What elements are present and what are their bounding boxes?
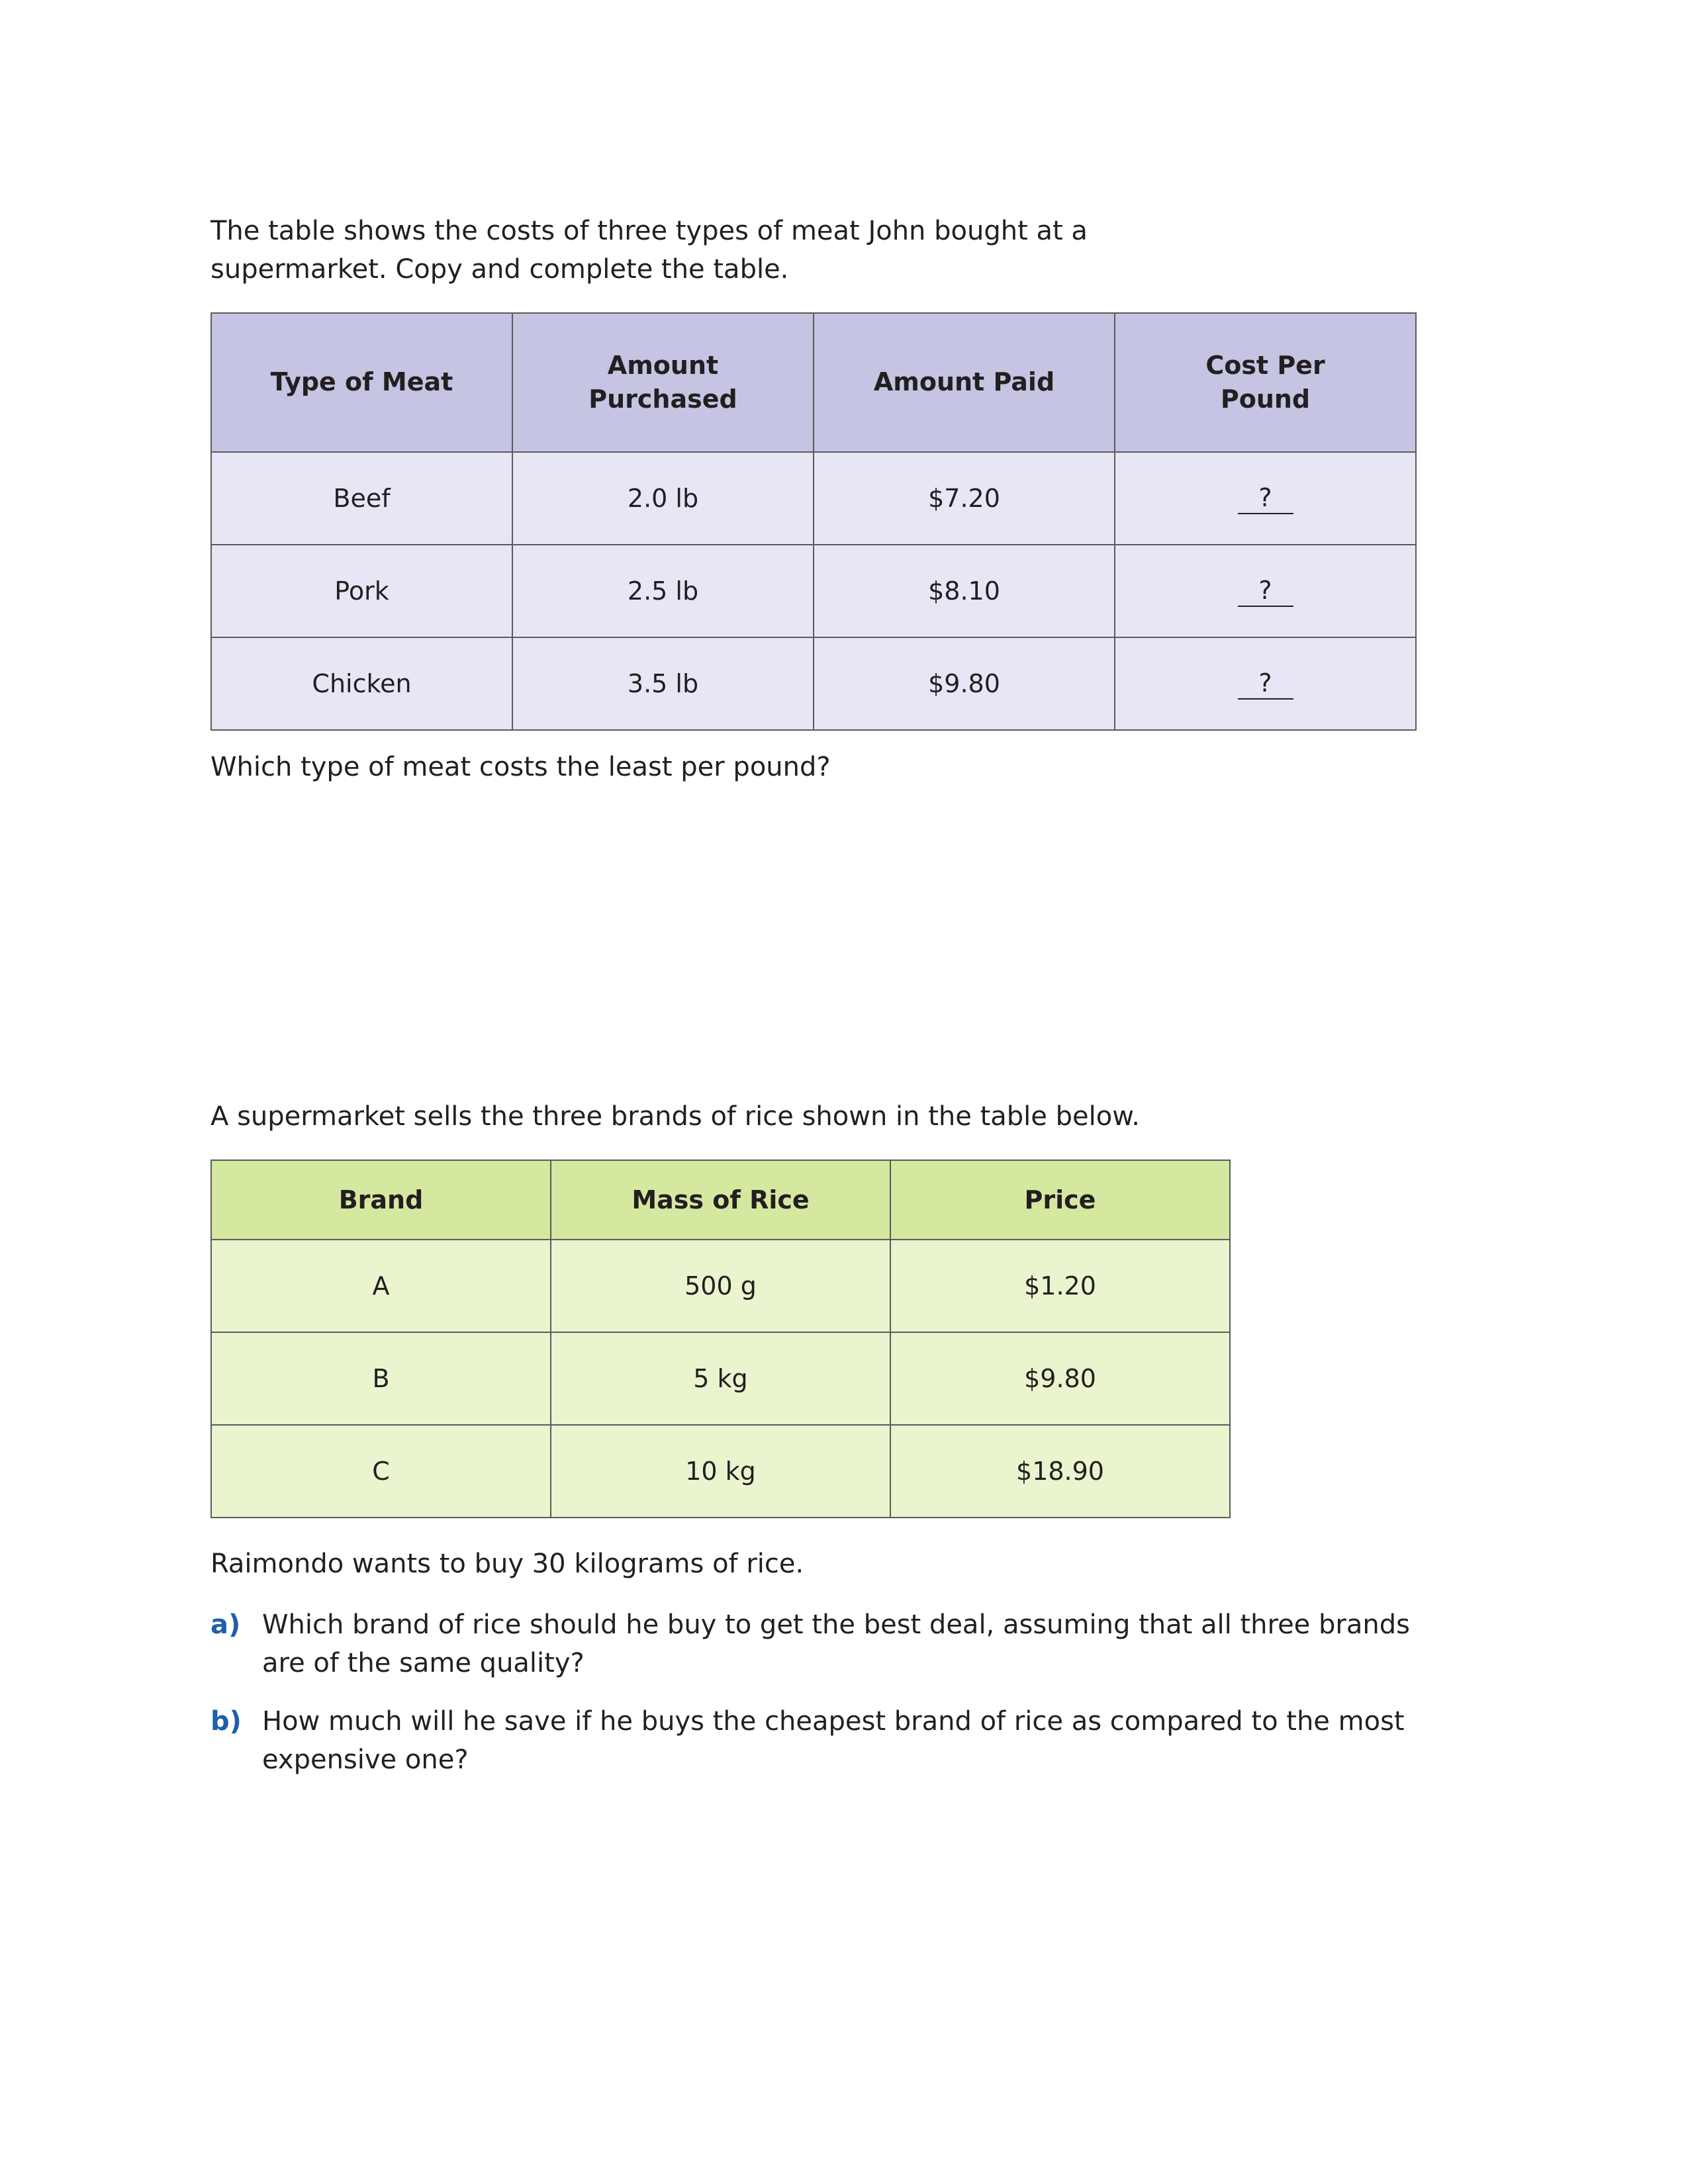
table-row xyxy=(211,1240,1230,1332)
header-cost-per-pound-line1: Cost Per xyxy=(1205,350,1325,380)
cell-price: $9.80 xyxy=(890,1332,1230,1425)
header-amount-purchased-line1: Amount xyxy=(607,350,719,380)
cell-meat-type: Chicken xyxy=(211,637,512,730)
meat-cost-table xyxy=(211,312,1417,731)
answer-blank[interactable]: ? xyxy=(1238,670,1293,700)
header-mass-of-rice: Mass of Rice xyxy=(551,1160,890,1240)
table-row xyxy=(211,452,1416,545)
cell-price: $1.20 xyxy=(890,1240,1230,1332)
table-header-row xyxy=(211,1160,1230,1240)
question-2-stem: Raimondo wants to buy 30 kilograms of rice. xyxy=(211,1549,804,1579)
header-price: Price xyxy=(890,1160,1230,1240)
cell-cost-per-pound xyxy=(1115,545,1416,637)
header-amount-paid xyxy=(814,313,1115,452)
cell-brand: C xyxy=(211,1425,551,1518)
question-1-followup: Which type of meat costs the least per pound? xyxy=(211,752,831,782)
table-row xyxy=(211,1425,1230,1518)
cell-mass: 5 kg xyxy=(551,1332,890,1425)
answer-blank[interactable]: ? xyxy=(1238,485,1293,514)
cell-amount-purchased: 2.0 lb xyxy=(512,452,814,545)
cell-cost-per-pound xyxy=(1115,637,1416,730)
worksheet-content xyxy=(211,212,1481,1799)
header-amount-paid-label: Amount Paid xyxy=(873,367,1055,397)
header-type-of-meat xyxy=(211,313,512,452)
question-2-part-b xyxy=(211,1702,1481,1779)
answer-blank[interactable]: ? xyxy=(1238,578,1293,607)
cell-amount-paid: $8.10 xyxy=(814,545,1115,637)
part-b-label: b) xyxy=(211,1706,242,1737)
header-amount-purchased-line2: Purchased xyxy=(588,385,737,414)
part-a-label: a) xyxy=(211,1610,241,1640)
cell-mass: 500 g xyxy=(551,1240,890,1332)
part-b-text: How much will he save if he buys the cheapest brand of rice as compared to the most expensive one? xyxy=(262,1706,1405,1775)
table-row xyxy=(211,637,1416,730)
cell-amount-paid: $7.20 xyxy=(814,452,1115,545)
question-2-part-a xyxy=(211,1606,1481,1682)
cell-meat-type: Beef xyxy=(211,452,512,545)
header-type-of-meat-label: Type of Meat xyxy=(270,367,453,397)
cell-amount-paid: $9.80 xyxy=(814,637,1115,730)
header-cost-per-pound-line2: Pound xyxy=(1220,385,1311,414)
header-amount-purchased xyxy=(512,313,814,452)
part-a-text: Which brand of rice should he buy to get the best deal, assuming that all three brands are of the same quality? xyxy=(262,1610,1410,1678)
cell-cost-per-pound xyxy=(1115,452,1416,545)
header-brand: Brand xyxy=(211,1160,551,1240)
cell-amount-purchased: 2.5 lb xyxy=(512,545,814,637)
cell-amount-purchased: 3.5 lb xyxy=(512,637,814,730)
question-2 xyxy=(211,1097,1481,1779)
cell-price: $18.90 xyxy=(890,1425,1230,1518)
question-1 xyxy=(211,212,1481,786)
table-header-row xyxy=(211,313,1416,452)
cell-brand: B xyxy=(211,1332,551,1425)
question-1-intro: The table shows the costs of three types of meat John bought at a supermarket. Copy and complete the table. xyxy=(211,216,1088,285)
cell-brand: A xyxy=(211,1240,551,1332)
rice-price-table xyxy=(211,1160,1231,1518)
cell-mass: 10 kg xyxy=(551,1425,890,1518)
cell-meat-type: Pork xyxy=(211,545,512,637)
table-row xyxy=(211,1332,1230,1425)
table-row xyxy=(211,545,1416,637)
header-cost-per-pound xyxy=(1115,313,1416,452)
question-2-intro: A supermarket sells the three brands of rice shown in the table below. xyxy=(211,1101,1140,1132)
